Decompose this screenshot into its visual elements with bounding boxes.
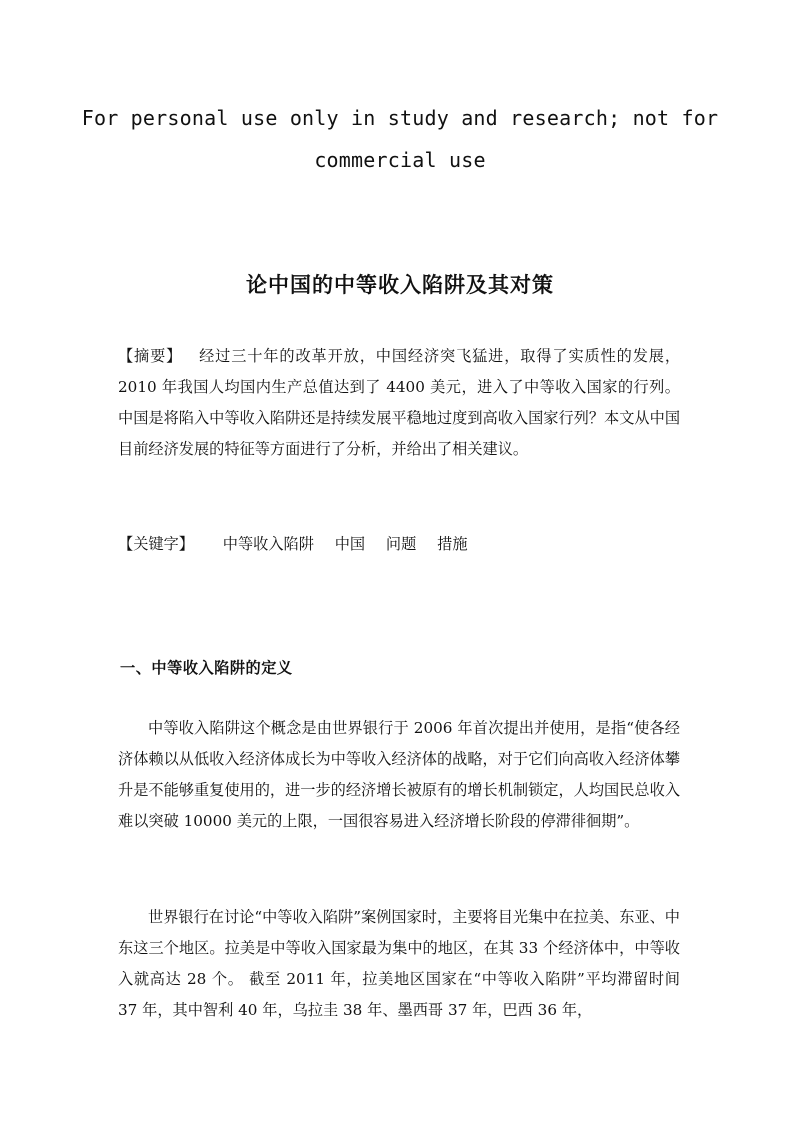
keyword-item: 中等收入陷阱 [222, 535, 314, 553]
body-paragraph: 中等收入陷阱这个概念是由世界银行于 2006 年首次提出并使用，是指“使各经济体赖以从低收入经济体成长为中等收入经济体的战略，对于它们向高收入经济体攀升是不能够重复使用的，进一步的经济增长被原有的增长机制锁定，人均国民总收入难以突破 10000 美元的上限，一国很容易进入经济增长阶段的停滞徘徊期”。 [118, 719, 680, 830]
body-paragraph: 世界银行在讨论“中等收入陷阱”案例国家时，主要将目光集中在拉美、东亚、中东这三个地区。拉美是中等收入国家最为集中的地区，在其 33 个经济体中，中等收入就高达 28 个。 截至 2011 年，拉美地区国家在“中等收入陷阱”平均滞留时间 37 年，其中智利 40 年，乌拉圭 38 年、墨西哥 37 年，巴西 36 年， [118, 908, 680, 1019]
abstract [118, 341, 680, 465]
abstract-text: 经过三十年的改革开放，中国经济突飞猛进，取得了实质性的发展，2010 年我国人均国内生产总值达到了 4400 美元，进入了中等收入国家的行列。中国是将陷入中等收入陷阱还是持续发展平稳地过度到高收入国家行列？本文从中国目前经济发展的特征等方面进行了分析，并给出了相关建议。 [118, 347, 681, 458]
document-title: 论中国的中等收入陷阱及其对策 [246, 273, 554, 297]
keyword-item: 问题 [385, 535, 417, 553]
keyword-item: 措施 [437, 535, 468, 553]
abstract-label: 【摘要】 [118, 347, 183, 365]
keyword-item: 中国 [334, 535, 366, 553]
usage-notice-line-1: For personal use only in study and research; not for [81, 106, 719, 130]
section-heading: 一、中等收入陷阱的定义 [120, 659, 293, 677]
usage-notice-line-2: commercial use [314, 148, 486, 172]
keywords [118, 530, 680, 558]
keywords-label: 【关键字】 [118, 535, 194, 553]
